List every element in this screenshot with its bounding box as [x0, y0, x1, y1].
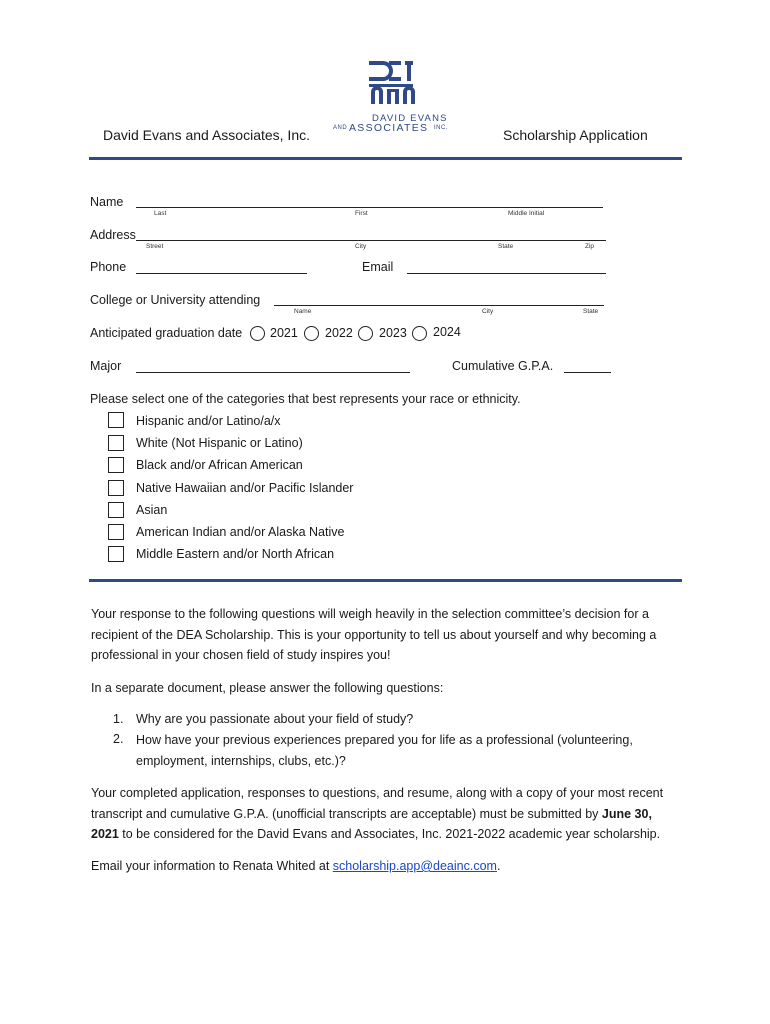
college-sub-city: City [482, 308, 494, 315]
gpa-field[interactable] [564, 372, 611, 373]
radio-2022[interactable] [304, 326, 319, 341]
college-label: College or University attending [90, 293, 261, 307]
major-label: Major [90, 359, 122, 373]
address-sub-city: City [355, 243, 367, 250]
major-field[interactable] [136, 372, 410, 373]
email-line [91, 856, 681, 877]
radio-2021[interactable] [250, 326, 265, 341]
question-1: Why are you passionate about your field of study? [136, 712, 414, 726]
college-sub-state: State [583, 308, 599, 315]
option-hispanic-label: Hispanic and/or Latino/a/x [136, 414, 281, 428]
address-field[interactable] [136, 240, 606, 241]
address-label: Address [90, 228, 136, 242]
email-line-post: . [496, 859, 501, 873]
intro-paragraph [91, 604, 681, 666]
checkbox-hispanic[interactable] [108, 412, 124, 428]
option-native-hawaiian-label: Native Hawaiian and/or Pacific Islander [136, 481, 354, 495]
college-field[interactable] [274, 305, 604, 306]
document-title: Scholarship Application [503, 127, 648, 143]
name-label: Name [90, 195, 124, 209]
section-rule [89, 579, 682, 582]
submission-text [91, 783, 681, 845]
submission-text-post: to be considered for the David Evans and Associates, Inc. 2021-2022 academic year scholarship. [118, 827, 661, 841]
email-label: Email [362, 260, 394, 274]
checkbox-black[interactable] [108, 457, 124, 473]
email-link[interactable]: scholarship.app@deainc.com [332, 859, 497, 873]
radio-2021-label: 2021 [270, 326, 298, 340]
email-line-pre: Email your information to Renata Whited at [91, 859, 333, 873]
option-black-label: Black and/or African American [136, 458, 303, 472]
question-1-number: 1. [113, 712, 124, 726]
email-field[interactable] [407, 273, 606, 274]
question-2-number: 2. [113, 732, 124, 746]
submission-paragraph [91, 783, 681, 845]
dea-logo-icon [366, 58, 416, 108]
radio-2023-label: 2023 [379, 326, 407, 340]
address-sub-state: State [498, 243, 514, 250]
deadline: June 30, 2021 [91, 806, 652, 841]
name-field[interactable] [136, 207, 603, 208]
radio-2024[interactable] [412, 326, 427, 341]
logo-line1: DAVID EVANS [372, 113, 448, 124]
submission-text-pre: Your completed application, responses to questions, and resume, along with a copy of your most recent transcript and cumulative G.P.A. (unofficial transcripts are acceptable) must be submitted by [91, 786, 664, 821]
checkbox-middle-eastern[interactable] [108, 546, 124, 562]
question-2: How have your previous experiences prepared you for life as a professional (volunteering, employment, internships, clubs, etc.)? [136, 733, 633, 768]
radio-2022-label: 2022 [325, 326, 353, 340]
option-middle-eastern-label: Middle Eastern and/or North African [136, 547, 335, 561]
checkbox-native-hawaiian[interactable] [108, 480, 124, 496]
intro-text: Your response to the following questions will weigh heavily in the selection committee’s decision for a recipient of the DEA Scholarship. This is your opportunity to tell us about yourself and why becoming a professional in your chosen field of study inspires you! [91, 607, 657, 662]
gpa-label: Cumulative G.P.A. [452, 359, 554, 373]
logo-and: AND [333, 125, 348, 131]
address-sub-zip: Zip [585, 243, 595, 250]
option-white-label: White (Not Hispanic or Latino) [136, 436, 303, 450]
name-sub-middle: Middle Initial [508, 210, 545, 217]
company-name: David Evans and Associates, Inc. [103, 127, 310, 143]
college-sub-name: Name [294, 308, 312, 315]
option-asian-label: Asian [136, 503, 168, 517]
phone-label: Phone [90, 260, 127, 274]
separate-doc-text: In a separate document, please answer the following questions: [91, 681, 444, 695]
phone-field[interactable] [136, 273, 307, 274]
logo-inc: INC. [434, 125, 448, 131]
checkbox-white[interactable] [108, 435, 124, 451]
checkbox-asian[interactable] [108, 502, 124, 518]
logo-line2: ASSOCIATES [349, 122, 429, 134]
ethnicity-prompt: Please select one of the categories that best represents your race or ethnicity. [90, 392, 521, 406]
name-sub-first: First [355, 210, 368, 217]
grad-date-label: Anticipated graduation date [90, 326, 243, 340]
address-sub-street: Street [146, 243, 164, 250]
header-rule [89, 157, 682, 160]
checkbox-american-indian[interactable] [108, 524, 124, 540]
separate-doc-paragraph [91, 678, 681, 699]
radio-2023[interactable] [358, 326, 373, 341]
email-paragraph [91, 856, 681, 877]
name-sub-last: Last [154, 210, 167, 217]
option-american-indian-label: American Indian and/or Alaska Native [136, 525, 345, 539]
radio-2024-label: 2024 [433, 325, 461, 339]
